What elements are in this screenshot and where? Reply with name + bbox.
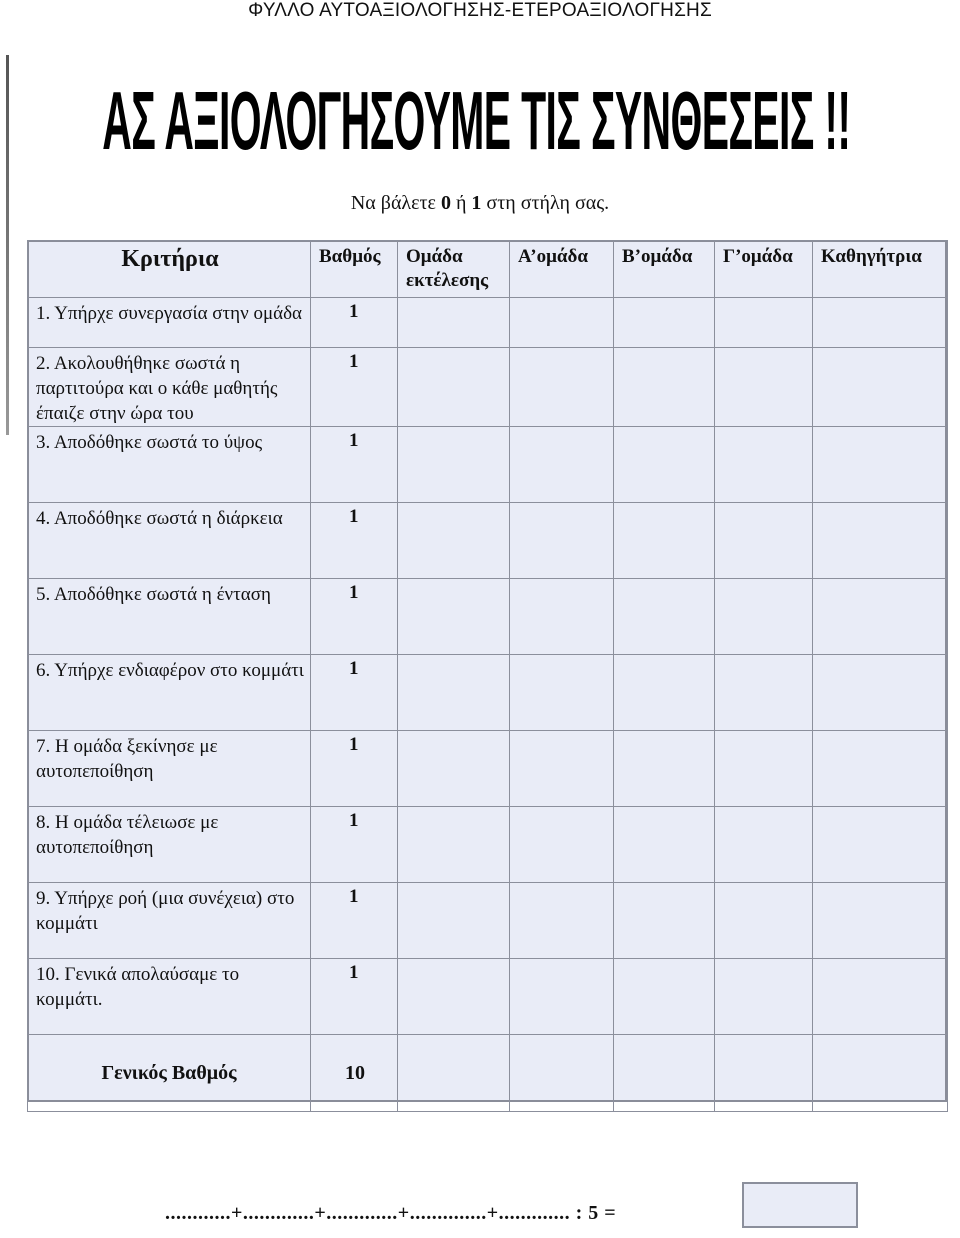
criterion-cell: 4. Αποδόθηκε σωστά η διάρκεια bbox=[28, 503, 311, 579]
score-cell: 1 bbox=[311, 883, 398, 959]
group-b-cell[interactable] bbox=[614, 883, 715, 959]
teacher-cell[interactable] bbox=[813, 503, 948, 579]
group-c-cell[interactable] bbox=[715, 807, 813, 883]
teacher-cell[interactable] bbox=[813, 807, 948, 883]
group-b-cell[interactable] bbox=[614, 503, 715, 579]
criterion-cell: 7. Η ομάδα ξεκίνησε με αυτοπεποίθηση bbox=[28, 731, 311, 807]
group-b-cell[interactable] bbox=[614, 298, 715, 348]
performing-group-cell[interactable] bbox=[398, 731, 510, 807]
total-score: 10 bbox=[311, 1035, 398, 1112]
teacher-total-cell[interactable] bbox=[813, 1035, 948, 1112]
performing-group-cell[interactable] bbox=[398, 427, 510, 503]
instruction-one: 1 bbox=[471, 192, 482, 214]
table-row bbox=[28, 807, 948, 883]
score-cell: 1 bbox=[311, 807, 398, 883]
group-c-cell[interactable] bbox=[715, 883, 813, 959]
group-c-total-cell[interactable] bbox=[715, 1035, 813, 1112]
performing-group-cell[interactable] bbox=[398, 579, 510, 655]
criterion-cell: 8. Η ομάδα τέλειωσε με αυτοπεποίθηση bbox=[28, 807, 311, 883]
group-a-cell[interactable] bbox=[510, 427, 614, 503]
table-header-row bbox=[28, 241, 948, 298]
criterion-cell: 5. Αποδόθηκε σωστά η ένταση bbox=[28, 579, 311, 655]
table-row bbox=[28, 579, 948, 655]
teacher-cell[interactable] bbox=[813, 655, 948, 731]
table-row bbox=[28, 655, 948, 731]
criterion-cell: 10. Γενικά απολαύσαμε το κομμάτι. bbox=[28, 959, 311, 1035]
score-cell: 1 bbox=[311, 959, 398, 1035]
criterion-cell: 1. Υπήρχε συνεργασία στην ομάδα bbox=[28, 298, 311, 348]
performing-group-cell[interactable] bbox=[398, 503, 510, 579]
instruction-text bbox=[0, 192, 960, 215]
score-cell: 1 bbox=[311, 731, 398, 807]
group-c-cell[interactable] bbox=[715, 579, 813, 655]
teacher-cell[interactable] bbox=[813, 427, 948, 503]
criterion-cell: 2. Ακολουθήθηκε σωστά η παρτιτούρα και ο κάθε μαθητής έπαιζε στην ώρα του bbox=[28, 348, 311, 427]
group-b-cell[interactable] bbox=[614, 655, 715, 731]
group-b-cell[interactable] bbox=[614, 427, 715, 503]
group-c-cell[interactable] bbox=[715, 655, 813, 731]
group-b-cell[interactable] bbox=[614, 807, 715, 883]
scan-edge-line bbox=[6, 55, 9, 435]
group-a-cell[interactable] bbox=[510, 731, 614, 807]
instruction-prefix: Να βάλετε bbox=[350, 192, 441, 214]
column-header-group-b: Β’ομάδα bbox=[614, 241, 715, 298]
teacher-cell[interactable] bbox=[813, 959, 948, 1035]
average-formula: ............+.............+.............+..............+............. : 5 = bbox=[165, 1202, 617, 1224]
total-label: Γενικός Βαθμός bbox=[28, 1035, 311, 1112]
column-header-criteria: Κριτήρια bbox=[28, 241, 311, 298]
column-header-group-c: Γ’ομάδα bbox=[715, 241, 813, 298]
group-a-total-cell[interactable] bbox=[510, 1035, 614, 1112]
teacher-cell[interactable] bbox=[813, 579, 948, 655]
group-b-cell[interactable] bbox=[614, 959, 715, 1035]
performing-group-cell[interactable] bbox=[398, 655, 510, 731]
group-a-cell[interactable] bbox=[510, 959, 614, 1035]
group-c-cell[interactable] bbox=[715, 298, 813, 348]
table-row bbox=[28, 731, 948, 807]
performing-group-cell[interactable] bbox=[398, 298, 510, 348]
score-cell: 1 bbox=[311, 298, 398, 348]
teacher-cell[interactable] bbox=[813, 731, 948, 807]
score-cell: 1 bbox=[311, 348, 398, 427]
group-c-cell[interactable] bbox=[715, 731, 813, 807]
group-c-cell[interactable] bbox=[715, 348, 813, 427]
group-c-cell[interactable] bbox=[715, 503, 813, 579]
banner-title bbox=[96, 72, 856, 168]
group-b-cell[interactable] bbox=[614, 731, 715, 807]
table-row bbox=[28, 883, 948, 959]
group-a-cell[interactable] bbox=[510, 348, 614, 427]
performing-group-total-cell[interactable] bbox=[398, 1035, 510, 1112]
score-cell: 1 bbox=[311, 427, 398, 503]
final-grade-box[interactable] bbox=[742, 1182, 858, 1228]
table-row bbox=[28, 298, 948, 348]
teacher-cell[interactable] bbox=[813, 348, 948, 427]
instruction-middle: ή bbox=[450, 192, 472, 214]
table-row bbox=[28, 427, 948, 503]
banner-text: ΑΣ ΑΞΙΟΛΟΓΗΣΟΥΜΕ ΤΙΣ ΣΥΝΘΕΣΕΙΣ !! bbox=[101, 73, 851, 167]
performing-group-cell[interactable] bbox=[398, 348, 510, 427]
column-header-performing-group: Ομάδα εκτέλεσης bbox=[398, 241, 510, 298]
column-header-group-a: Α’ομάδα bbox=[510, 241, 614, 298]
group-c-cell[interactable] bbox=[715, 427, 813, 503]
group-a-cell[interactable] bbox=[510, 883, 614, 959]
score-cell: 1 bbox=[311, 503, 398, 579]
table-row bbox=[28, 959, 948, 1035]
criterion-cell: 9. Υπήρχε ροή (μια συνέχεια) στο κομμάτι bbox=[28, 883, 311, 959]
performing-group-cell[interactable] bbox=[398, 959, 510, 1035]
table-row bbox=[28, 503, 948, 579]
score-cell: 1 bbox=[311, 655, 398, 731]
group-a-cell[interactable] bbox=[510, 298, 614, 348]
group-b-cell[interactable] bbox=[614, 348, 715, 427]
group-b-total-cell[interactable] bbox=[614, 1035, 715, 1112]
group-a-cell[interactable] bbox=[510, 503, 614, 579]
score-cell: 1 bbox=[311, 579, 398, 655]
group-c-cell[interactable] bbox=[715, 959, 813, 1035]
total-row bbox=[28, 1035, 948, 1112]
table-row bbox=[28, 348, 948, 427]
column-header-teacher: Καθηγήτρια bbox=[813, 241, 948, 298]
group-b-cell[interactable] bbox=[614, 579, 715, 655]
criterion-cell: 3. Αποδόθηκε σωστά το ύψος bbox=[28, 427, 311, 503]
instruction-zero: 0 bbox=[440, 192, 451, 214]
teacher-cell[interactable] bbox=[813, 298, 948, 348]
column-header-score: Βαθμός bbox=[311, 241, 398, 298]
instruction-suffix: στη στήλη σας. bbox=[481, 192, 610, 214]
performing-group-cell[interactable] bbox=[398, 807, 510, 883]
criterion-cell: 6. Υπήρχε ενδιαφέρον στο κομμάτι bbox=[28, 655, 311, 731]
teacher-cell[interactable] bbox=[813, 883, 948, 959]
page-header-title: ΦΥΛΛΟ ΑΥΤΟΑΞΙΟΛΟΓΗΣΗΣ-ΕΤΕΡΟΑΞΙΟΛΟΓΗΣΗΣ bbox=[248, 0, 712, 21]
evaluation-table bbox=[27, 240, 948, 1112]
performing-group-cell[interactable] bbox=[398, 883, 510, 959]
group-a-cell[interactable] bbox=[510, 579, 614, 655]
group-a-cell[interactable] bbox=[510, 655, 614, 731]
group-a-cell[interactable] bbox=[510, 807, 614, 883]
